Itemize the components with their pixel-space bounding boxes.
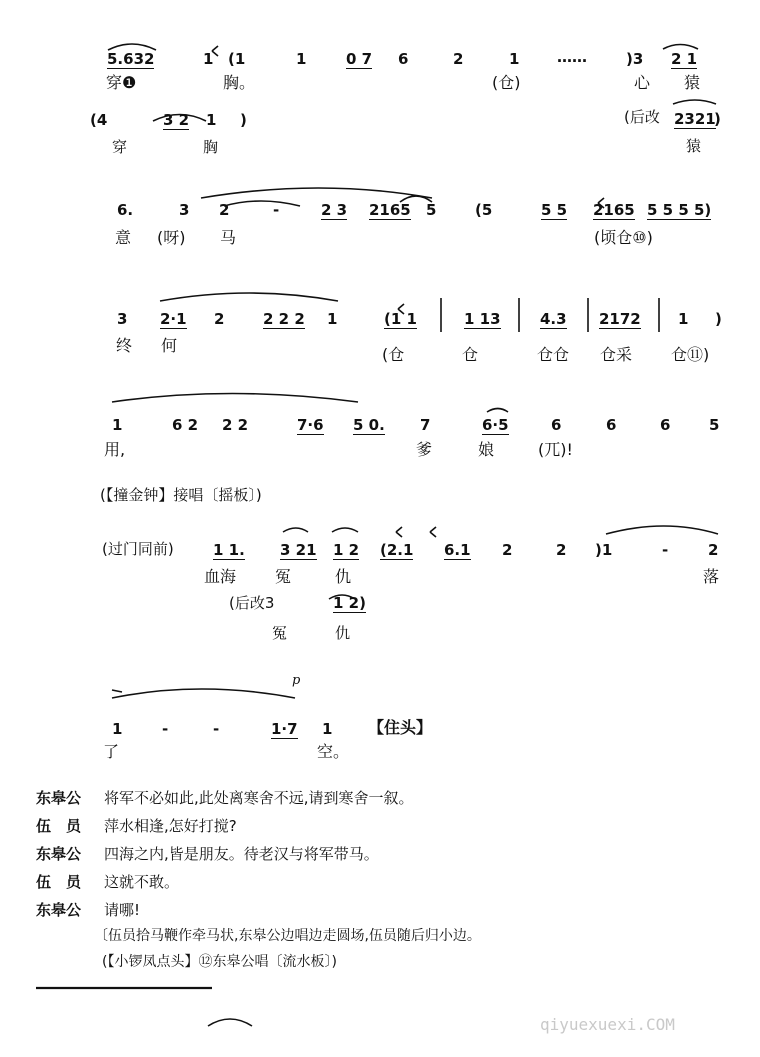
lyric: (仓 [382,345,405,364]
note: 6. [117,201,134,219]
note: 1 [203,50,214,68]
lyric: 胸。 [223,73,256,92]
note: (5 [475,201,493,219]
note: 1 2 [333,541,360,559]
lyric: 意 [115,228,132,247]
annotation: (后改3 [229,594,275,612]
note: 7·6 [297,416,324,434]
note: 2172 [599,310,641,328]
note: …… [557,48,587,66]
dialogue-line: 萍水相逢,怎好打搅? [104,817,237,835]
note: 6 [551,416,562,434]
note: 5 [426,201,437,219]
annotation: (过门同前) [102,540,174,558]
watermark: qiyuexuexi.COM [540,1015,675,1034]
note: (4 [90,111,108,129]
note: 2321 [674,110,716,128]
cue-label: 【住头】 [368,718,433,737]
note: )3 [626,50,644,68]
note: 6 [606,416,617,434]
note: 5 [709,416,720,434]
note: 1 [206,111,217,129]
note: 1 1. [213,541,245,559]
note: - [662,541,669,559]
note: 2 [502,541,513,559]
note: ) [240,111,247,129]
lyric: 胸 [203,138,219,156]
lyric: 穿 [112,138,128,156]
lyric: 终 [116,336,133,355]
note: ) [714,110,721,128]
speaker: 东皋公 [36,789,82,807]
note: 6.1 [444,541,471,559]
annotation: (后改 [624,108,660,126]
note: 1 2) [333,594,366,612]
note: 1 [296,50,307,68]
note: 2 2 [222,416,249,434]
note: (2.1 [380,541,414,559]
note: 2 [708,541,719,559]
note: 0 7 [346,50,373,68]
lyric: 猿 [684,73,701,92]
dialogue-line: 这就不敢。 [104,873,180,891]
note: 3 2 [163,111,190,129]
note: 2·1 [160,310,187,328]
lyric: 仇 [335,624,351,642]
note: 2 [219,201,230,219]
note: 6 [660,416,671,434]
note: 1 [322,720,333,738]
lyric: 何 [161,336,178,355]
note: 5.632 [107,50,155,68]
note: 2 [453,50,464,68]
lyric: 用, [104,440,126,459]
note: 2 1 [671,50,698,68]
note: 2165 [593,201,635,219]
note: - [273,201,280,219]
note: 5 0. [353,416,385,434]
speaker: 伍 员 [36,817,82,835]
lyric: (兀)! [538,440,573,459]
speaker: 东皋公 [36,845,82,863]
note: 7 [420,416,431,434]
note: 4.3 [540,310,567,328]
lyric: 了 [103,742,120,761]
note: 6·5 [482,416,509,434]
lyric: 冤 [272,624,288,642]
note: (1 [228,50,246,68]
note: 1 [678,310,689,328]
lyric: 仓⑪) [671,345,710,364]
note: 1 [112,416,123,434]
note: 1·7 [271,720,298,738]
lyric: 血海 [204,567,237,586]
section-heading: (【撞金钟】接唱〔摇板〕) [100,486,262,504]
note: 1 [509,50,520,68]
note: (1 1 [384,310,417,328]
lyric: (顷仓⑩) [594,228,653,247]
note: 5 5 5 5) [647,201,712,219]
speaker: 伍 员 [36,873,82,891]
speaker: 东皋公 [36,901,82,919]
dialogue-line: 请哪! [104,901,141,919]
note: 2165 [369,201,411,219]
note: - [162,720,169,738]
note: 5 5 [541,201,568,219]
dialogue-line: 将军不必如此,此处离寒舍不远,请到寒舍一叙。 [104,789,414,807]
note: 3 [117,310,128,328]
lyric: 仓采 [600,345,633,364]
lyric: (呀) [157,228,186,247]
lyric: (仓) [492,73,521,92]
note: )1 [595,541,613,559]
note: 6 [398,50,409,68]
lyric: 仓 [462,345,479,364]
note: - [213,720,220,738]
lyric: 空。 [317,742,350,761]
note: 1 [327,310,338,328]
note: 2 3 [321,201,348,219]
note: 6 2 [172,416,199,434]
dynamic-mark: p [292,673,301,688]
lyric: 落 [703,567,720,586]
note: 2 [214,310,225,328]
lyric: 爹 [416,440,433,459]
note: 2 [556,541,567,559]
stage-direction: (【小锣凤点头】⑫东皋公唱〔流水板〕) [102,954,337,970]
note: ) [715,310,722,328]
lyric: 马 [220,228,237,247]
dialogue-line: 四海之内,皆是朋友。待老汉与将军带马。 [104,845,379,863]
lyric: 冤 [275,567,292,586]
lyric: 穿❶ [106,73,137,92]
note: 3 21 [280,541,317,559]
lyric: 娘 [478,440,495,459]
lyric: 仇 [335,567,352,586]
lyric: 仓仓 [537,345,570,364]
note: 3 [179,201,190,219]
note: 1 [112,720,123,738]
stage-direction: 〔伍员拾马鞭作牵马状,东皋公边唱边走圆场,伍员随后归小边。 [94,928,481,944]
lyric: 心 [634,73,651,92]
note: 1 13 [464,310,501,328]
lyric: 猿 [686,137,702,155]
note: 2 2 2 [263,310,305,328]
